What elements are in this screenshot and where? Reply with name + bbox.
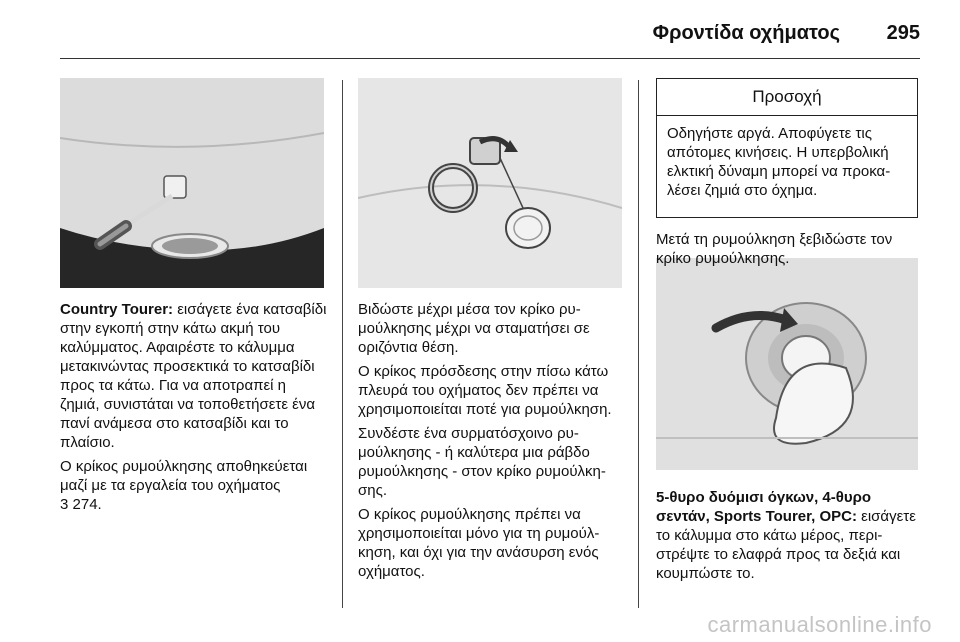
column-divider-right [638,80,639,608]
right-text-upper [656,230,922,273]
figure-cover-insert-svg [656,258,918,470]
figure-towing-eye [358,78,622,288]
caution-box [656,78,918,218]
figure-towing-eye-svg [358,78,622,288]
model-label-country-tourer: Country Tourer: [60,301,174,318]
cover-install-paragraph [656,488,924,583]
page-reference: 274. [68,496,102,513]
column-divider-left [342,80,343,608]
storage-paragraph [60,457,328,514]
caution-text: Οδηγήστε αργά. Αποφύγετε τις απότομες κινήσεις. Η υπερβολική ελκτική δύναμη μπορεί να προκαλέσει ζημιά στο όχημα. [667,125,891,199]
usage-limit-paragraph: Ο κρίκος ρυμούλκησης πρέπει να χρησιμοποιείται μόνο για τη ρυμούλκηση, και όχι για την ανάσυρση ενός οχήματος. [358,506,600,580]
figure-screwdriver-svg [60,78,324,288]
header-rule [60,58,920,59]
screw-in-paragraph: Βιδώστε μέχρι μέσα τον κρίκο ρυμούλκησης μέχρι να σταματήσει σε οριζόντια θέση. [358,301,590,356]
storage-text: Ο κρίκος ρυμούλκησης αποθηκεύεται μαζί με τα εργαλεία του οχήματος [60,458,308,494]
right-text-lower [656,488,924,588]
figure-cover-insert [656,258,918,470]
connect-rope-paragraph: Συνδέστε ένα συρματόσχοινο ρυμούλκησης - ή καλύτερα μια ράβδο ρυμούλκησης - στον κρίκο ρυμούλκησης. [358,425,606,499]
watermark: carmanualsonline.info [707,612,932,637]
cover-install-text: εισάγετε το κάλυμμα στο κάτω μέρος, περιστρέψτε το ελαφρά προς τα δεξιά και κουμπώστε το. [656,508,916,582]
page-number: 295 [886,22,920,44]
figure-screwdriver-cover [60,78,324,288]
section-title: Φροντίδα οχήματος [652,22,840,44]
page-reference-arrow: 3 [60,496,69,513]
page-header [60,14,920,54]
tie-down-warning-paragraph: Ο κρίκος πρόσδεσης στην πίσω κάτω πλευρά του οχήματος δεν πρέπει να χρησιμοποιείται ποτέ για ρυμούλκηση. [358,363,612,418]
left-text-column [60,300,328,519]
middle-text-column [358,300,626,586]
cover-removal-text: εισάγετε ένα κατσαβίδι στην εγκοπή στην κάτω ακμή του καλύμματος. Αφαιρέστε το κάλυμμα μετακινώντας προσεκτικά το κατσαβίδι προς τα κάτω. Για να αποτραπεί η ζημιά, συνιστάται να τοποθετήσετε ένα πανί ανάμεσα στο κατσαβίδι και το πλαίσιο. [60,301,327,451]
cover-removal-paragraph [60,300,328,452]
caution-title: Προσοχή [657,79,917,116]
model-label-hatchback-sedan: 5-θυρο δυόμισι όγκων, 4-θυρο σεντάν, Sports Tourer, OPC: [656,489,872,525]
unscrew-paragraph: Μετά τη ρυμούλκηση ξεβιδώστε τον κρίκο ρυμούλκησης. [656,231,893,267]
